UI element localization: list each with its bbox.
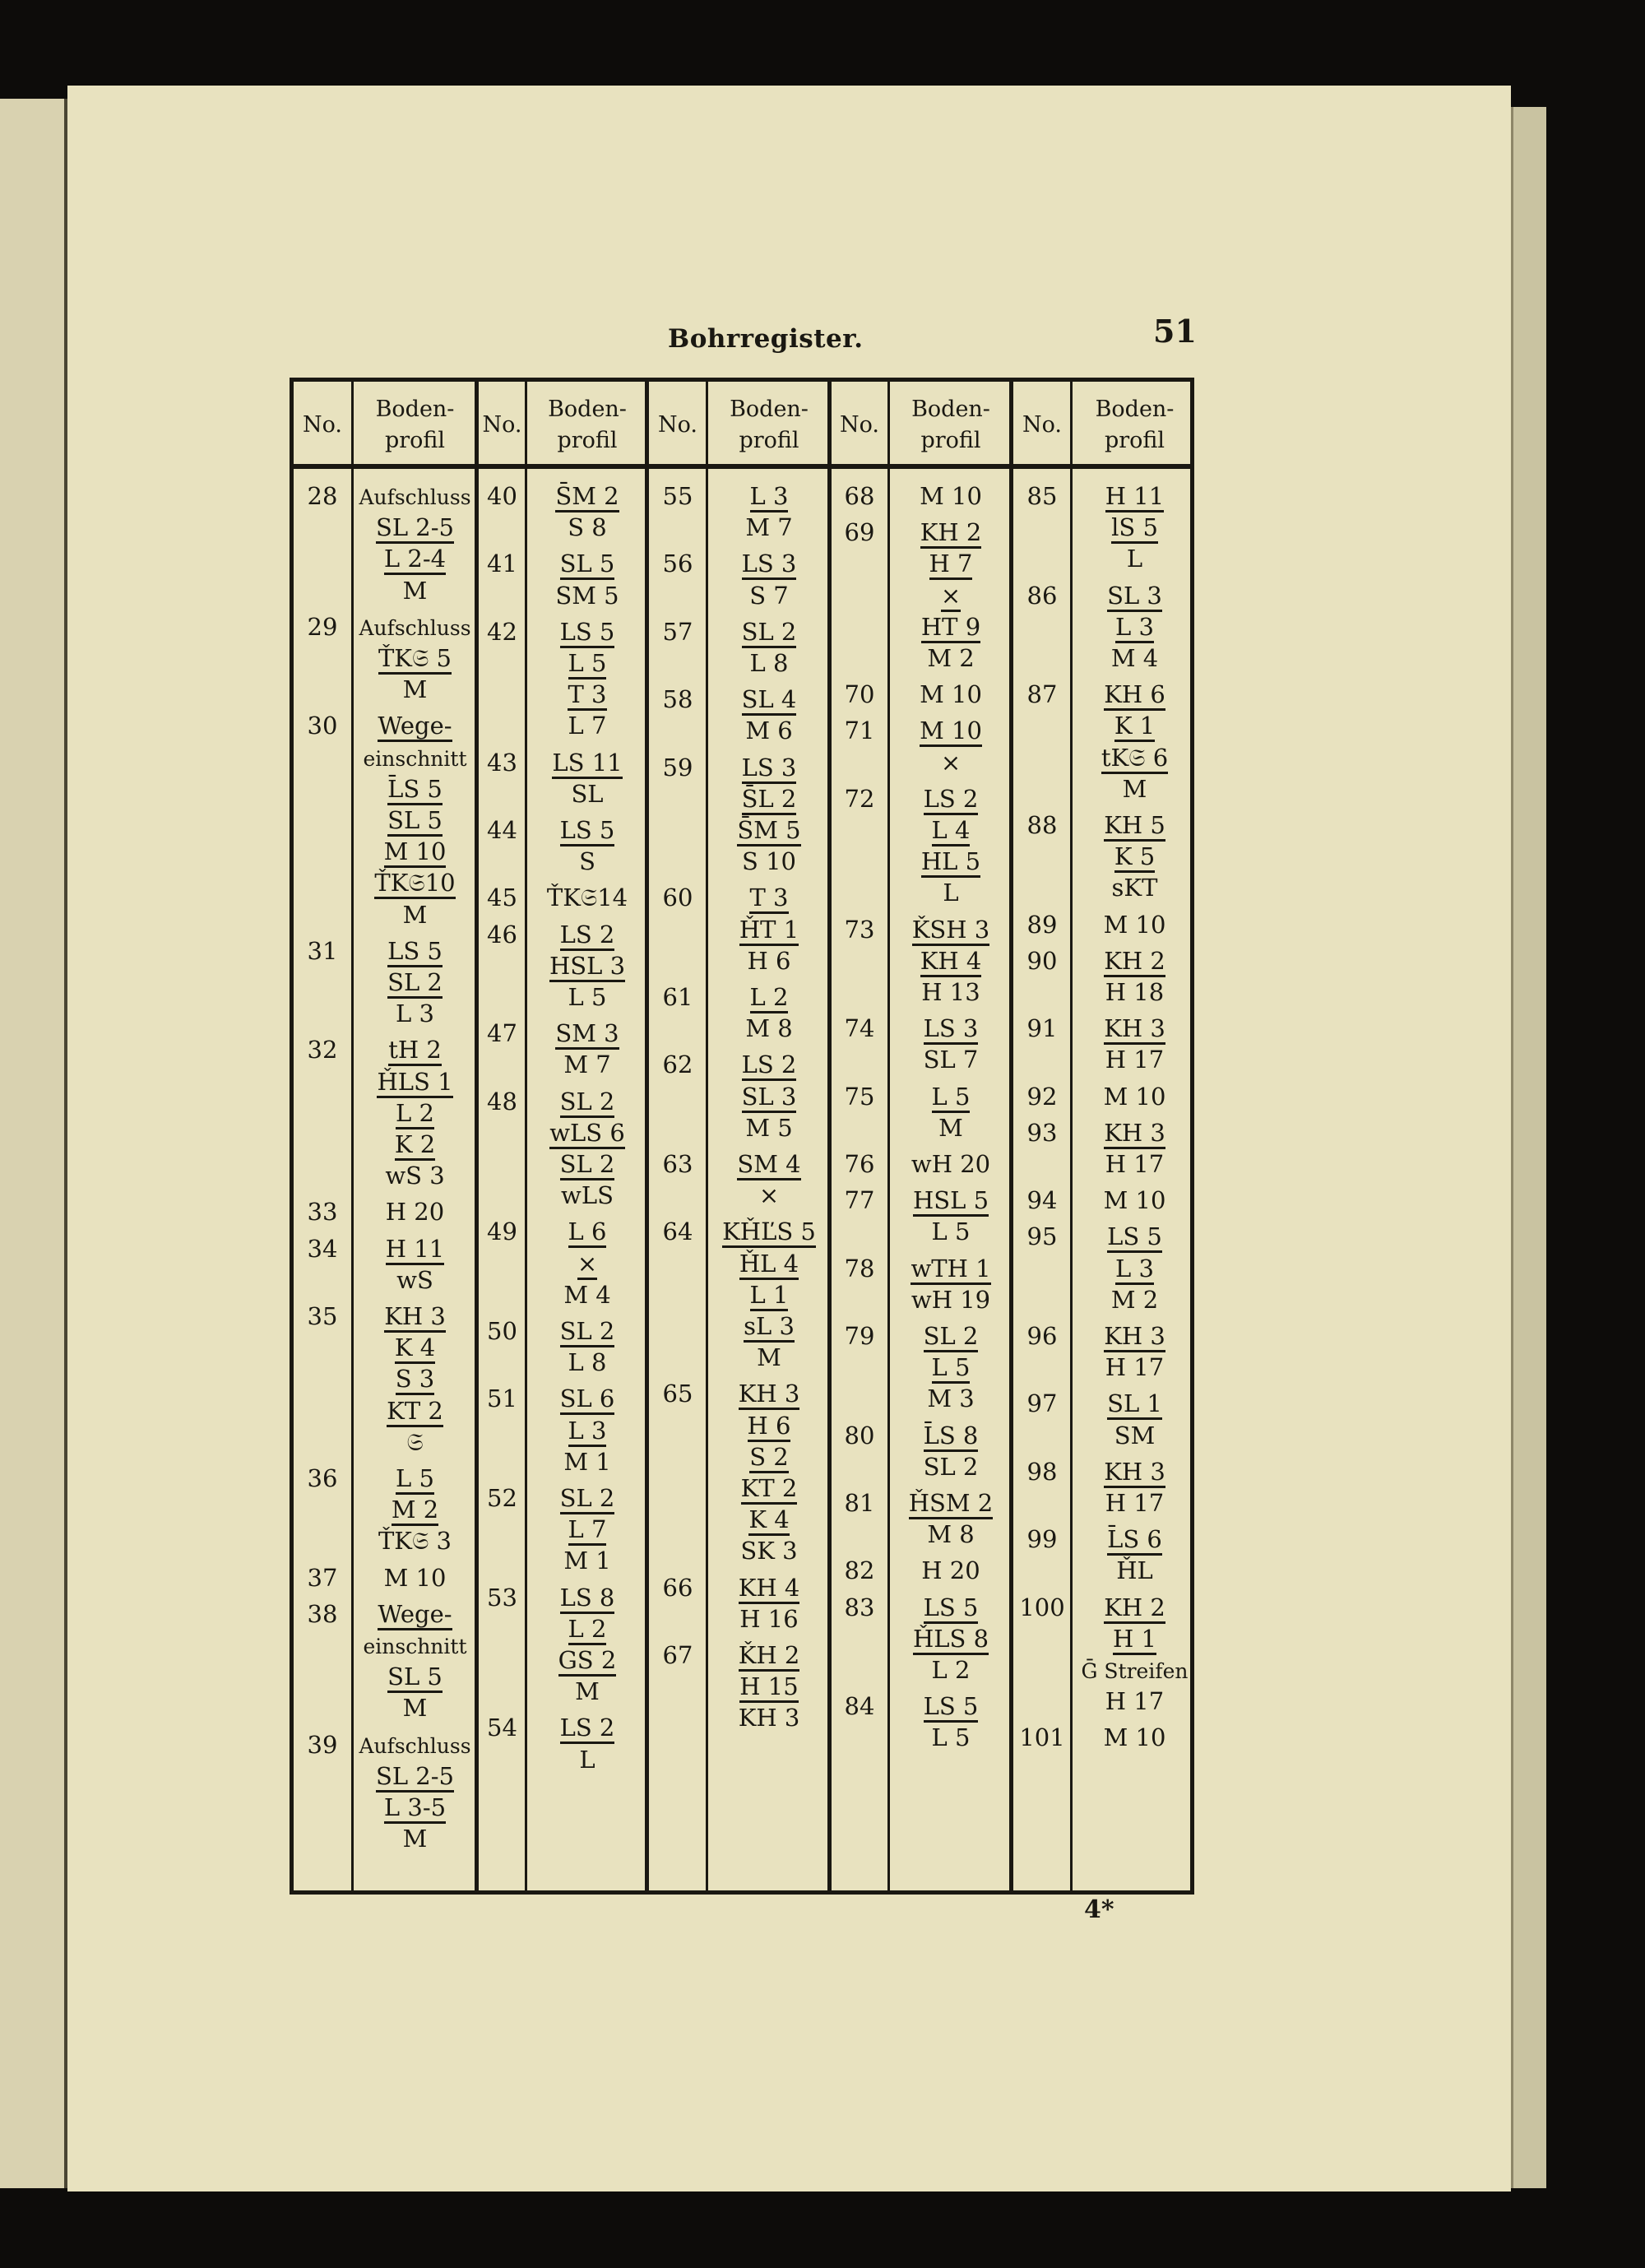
- column-divider: [706, 382, 708, 1890]
- soil-profile-line: ȞL: [1116, 1556, 1153, 1585]
- facing-page-edge: [0, 99, 69, 2188]
- soil-profile-line: M 10: [1103, 1082, 1166, 1111]
- soil-profile-line: Aufschluss: [359, 615, 471, 640]
- soil-profile-line: ǨH 2: [711, 1640, 827, 1672]
- soil-profile-line: L 7: [530, 1514, 645, 1546]
- soil-profile-line: SL 2: [530, 1482, 645, 1514]
- soil-profile-line: M 7: [745, 513, 793, 542]
- soil-profile-line: HT 9: [892, 611, 1009, 643]
- soil-profile-line: L̄S 8: [892, 1420, 1009, 1452]
- header-no: No.: [658, 412, 697, 438]
- soil-profile-line: H 20: [385, 1198, 445, 1227]
- soil-profile-line: H 20: [921, 1556, 980, 1585]
- bore-number: 42: [487, 617, 517, 646]
- soil-profile-line: LS 5: [892, 1592, 1009, 1624]
- bore-number: 74: [844, 1014, 875, 1043]
- soil-profile-line: M 2: [355, 1494, 475, 1526]
- soil-profile-line: L 5: [931, 1723, 971, 1752]
- bore-number: 72: [844, 784, 875, 813]
- bore-number: 62: [662, 1051, 693, 1079]
- soil-profile-line: SL 2: [530, 1148, 645, 1180]
- bore-number: 70: [844, 680, 875, 709]
- soil-profile-line: L 7: [568, 712, 607, 740]
- page-stack-edge: [1511, 107, 1546, 2188]
- bore-number: 31: [307, 936, 338, 965]
- bore-number: 50: [487, 1317, 517, 1345]
- soil-profile-line: LS 5: [355, 935, 475, 967]
- soil-profile-line: M 6: [745, 717, 793, 745]
- soil-profile-line: M: [402, 675, 428, 704]
- soil-profile-line: ŤK𝔖14: [546, 884, 628, 912]
- soil-profile-line: M 4: [563, 1280, 611, 1309]
- column-divider: [1009, 382, 1013, 1890]
- bore-number: 71: [844, 717, 875, 745]
- soil-profile-line: LS 11: [530, 747, 645, 779]
- soil-profile-line: M 8: [927, 1520, 975, 1549]
- soil-profile-line: L 1: [711, 1279, 827, 1311]
- soil-profile-line: H 15: [711, 1671, 827, 1703]
- column-divider: [1070, 382, 1073, 1890]
- soil-profile-line: KH 4: [711, 1572, 827, 1604]
- soil-profile-line: KH 6: [1075, 679, 1194, 711]
- soil-profile-line: M 10: [1103, 1723, 1166, 1752]
- bore-number: 54: [487, 1714, 517, 1742]
- soil-profile-line: S 3: [355, 1363, 475, 1395]
- bore-number: 101: [1019, 1723, 1065, 1752]
- soil-profile-line: SL 5: [530, 548, 645, 580]
- soil-profile-line: M 1: [563, 1447, 611, 1476]
- soil-profile-line: LS 2: [711, 1049, 827, 1081]
- soil-profile-line: LS 2: [892, 783, 1009, 815]
- soil-profile-line: ȞT 1: [711, 914, 827, 946]
- soil-profile-line: Aufschluss: [359, 485, 471, 509]
- soil-profile-line: L 2: [711, 981, 827, 1013]
- soil-profile-line: KH 2: [892, 517, 1009, 549]
- bore-number: 92: [1026, 1082, 1058, 1111]
- bore-number: 59: [662, 753, 693, 782]
- soil-profile-line: wLS: [561, 1181, 614, 1210]
- bore-number: 83: [844, 1593, 875, 1621]
- soil-profile-line: H 17: [1105, 1687, 1165, 1716]
- soil-profile-line: SL 3: [711, 1081, 827, 1113]
- soil-profile-line: M 10: [892, 715, 1009, 747]
- soil-profile-line: LS 3: [711, 548, 827, 580]
- soil-profile-line: S̄M 5: [711, 814, 827, 846]
- soil-profile-line: M 10: [920, 680, 982, 709]
- bore-number: 86: [1026, 581, 1058, 610]
- bore-number: 32: [307, 1036, 338, 1064]
- column-divider: [351, 382, 354, 1890]
- soil-profile-line: ×: [530, 1248, 645, 1280]
- soil-profile-line: L 2: [355, 1097, 475, 1129]
- soil-profile-line: KH 3: [1075, 1013, 1194, 1045]
- soil-profile-line: Ḡ Streifen: [1081, 1659, 1189, 1683]
- soil-profile-line: M: [938, 1113, 963, 1142]
- header-bodenprofil: Boden- profil: [730, 397, 809, 453]
- bore-number: 43: [487, 748, 517, 777]
- header-no: No.: [303, 412, 342, 438]
- soil-profile-line: L 5: [931, 1217, 971, 1246]
- bore-number: 95: [1026, 1222, 1058, 1251]
- soil-profile-line: K 4: [711, 1504, 827, 1536]
- soil-profile-line: tH 2: [355, 1034, 475, 1066]
- soil-profile-line: M 10: [355, 836, 475, 868]
- soil-profile-line: KT 2: [355, 1395, 475, 1427]
- soil-profile-line: L 3: [530, 1415, 645, 1447]
- soil-profile-line: wH 19: [911, 1285, 991, 1314]
- soil-profile-line: H 1: [1075, 1623, 1194, 1655]
- header-rule: [294, 464, 1190, 469]
- header-bodenprofil: Boden- profil: [548, 397, 627, 453]
- soil-profile-line: wH 20: [911, 1150, 991, 1178]
- soil-profile-line: LS 3: [711, 752, 827, 784]
- soil-profile-line: S 10: [742, 847, 796, 876]
- soil-profile-line: SM: [1114, 1421, 1156, 1449]
- bore-number: 78: [844, 1254, 875, 1282]
- soil-profile-line: KH 3: [711, 1378, 827, 1410]
- header-bodenprofil: Boden- profil: [911, 397, 990, 453]
- bore-number: 41: [487, 550, 517, 578]
- soil-profile-line: H 17: [1105, 1046, 1165, 1074]
- soil-profile-line: L 2: [530, 1613, 645, 1645]
- soil-profile-line: Aufschluss: [359, 1733, 471, 1758]
- bore-number: 48: [487, 1087, 517, 1115]
- signature-mark: 4*: [1084, 1895, 1114, 1924]
- soil-profile-line: K 1: [1075, 710, 1194, 742]
- book-page: [67, 86, 1511, 2191]
- soil-profile-line: SL 2: [711, 616, 827, 648]
- soil-profile-line: SL 5: [355, 805, 475, 837]
- soil-profile-line: KH 4: [892, 945, 1009, 977]
- bore-number: 28: [307, 482, 338, 510]
- soil-profile-line: S̄L 2: [711, 783, 827, 815]
- soil-profile-line: SM 4: [711, 1148, 827, 1180]
- soil-profile-line: M 3: [927, 1384, 975, 1413]
- soil-profile-line: S 7: [749, 581, 789, 610]
- soil-profile-line: KH 2: [1075, 945, 1194, 977]
- column-divider: [827, 382, 832, 1890]
- bohrregister-table: [290, 378, 1194, 1895]
- bore-number: 53: [487, 1583, 517, 1612]
- soil-profile-line: H 16: [739, 1604, 799, 1633]
- soil-profile-line: sL 3: [711, 1310, 827, 1343]
- bore-number: 29: [307, 612, 338, 641]
- bore-number: 65: [662, 1380, 693, 1408]
- bore-number: 60: [662, 884, 693, 912]
- soil-profile-line: L 4: [892, 814, 1009, 846]
- bore-number: 84: [844, 1692, 875, 1721]
- soil-profile-line: ×: [940, 748, 962, 777]
- bore-number: 49: [487, 1217, 517, 1246]
- soil-profile-line: ŤK𝔖10: [355, 867, 475, 899]
- soil-profile-line: SL 5: [355, 1661, 475, 1693]
- column-divider: [525, 382, 527, 1890]
- soil-profile-line: L: [579, 1745, 595, 1774]
- soil-profile-line: M: [575, 1677, 600, 1706]
- soil-profile-line: KH 3: [355, 1301, 475, 1333]
- soil-profile-line: HSL 5: [892, 1185, 1009, 1217]
- bore-number: 38: [307, 1599, 338, 1628]
- soil-profile-line: M 1: [563, 1547, 611, 1575]
- bore-number: 90: [1026, 946, 1058, 975]
- bore-number: 45: [487, 884, 517, 912]
- soil-profile-line: H 11: [355, 1233, 475, 1265]
- soil-profile-line: ȞLS 1: [355, 1066, 475, 1098]
- bore-number: 91: [1026, 1014, 1058, 1043]
- soil-profile-line: ȞL 4: [711, 1248, 827, 1280]
- soil-profile-line: SM 5: [555, 581, 619, 610]
- soil-profile-line: M 2: [1110, 1285, 1159, 1314]
- soil-profile-line: SL: [571, 779, 604, 808]
- soil-profile-line: S: [579, 847, 595, 876]
- soil-profile-line: LS 2: [530, 1712, 645, 1744]
- bore-number: 36: [307, 1464, 338, 1492]
- bore-number: 47: [487, 1019, 517, 1048]
- soil-profile-line: einschnitt: [363, 746, 467, 771]
- soil-profile-line: M 10: [1103, 1186, 1166, 1215]
- soil-profile-line: Wege-: [355, 1598, 475, 1630]
- soil-profile-line: SM 3: [530, 1018, 645, 1050]
- soil-profile-line: L 5: [568, 983, 607, 1011]
- soil-profile-line: L 2: [931, 1656, 971, 1684]
- soil-profile-line: L 8: [749, 649, 789, 677]
- soil-profile-line: M: [1122, 774, 1147, 803]
- bore-number: 66: [662, 1573, 693, 1602]
- soil-profile-line: L: [1126, 545, 1143, 573]
- header-bodenprofil: Boden- profil: [1095, 397, 1175, 453]
- bore-number: 69: [844, 518, 875, 547]
- soil-profile-line: K 2: [355, 1129, 475, 1161]
- soil-profile-line: SL 6: [530, 1383, 645, 1415]
- soil-profile-line: SL 1: [1075, 1388, 1194, 1420]
- bore-number: 61: [662, 983, 693, 1011]
- soil-profile-line: SL 4: [711, 684, 827, 716]
- soil-profile-line: T 3: [711, 882, 827, 914]
- soil-profile-line: KH 3: [1075, 1456, 1194, 1488]
- soil-profile-line: SL 2-5: [355, 512, 475, 544]
- soil-profile-line: M 10: [920, 482, 982, 510]
- soil-profile-line: H 18: [1105, 978, 1165, 1006]
- soil-profile-line: H 11: [1075, 480, 1194, 513]
- soil-profile-line: wS: [396, 1265, 433, 1294]
- soil-profile-line: L̄S 6: [1075, 1524, 1194, 1556]
- bore-number: 87: [1026, 680, 1058, 709]
- soil-profile-line: H 13: [921, 978, 980, 1006]
- bore-number: 51: [487, 1384, 517, 1413]
- soil-profile-line: SL 3: [1075, 580, 1194, 612]
- soil-profile-line: HL 5: [892, 846, 1009, 878]
- bore-number: 97: [1026, 1389, 1058, 1418]
- soil-profile-line: SL 2: [530, 1086, 645, 1118]
- bore-number: 73: [844, 915, 875, 944]
- soil-profile-line: M 4: [1110, 644, 1159, 672]
- running-title: Bohrregister.: [668, 324, 864, 354]
- bore-number: 77: [844, 1186, 875, 1215]
- soil-profile-line: M 2: [927, 644, 975, 672]
- soil-profile-line: wTH 1: [892, 1253, 1009, 1285]
- soil-profile-line: SK 3: [740, 1537, 798, 1565]
- soil-profile-line: H 17: [1105, 1353, 1165, 1382]
- soil-profile-line: M: [402, 1825, 428, 1853]
- soil-profile-line: 𝔖: [406, 1427, 424, 1456]
- bore-number: 37: [307, 1563, 338, 1592]
- soil-profile-line: SL 2: [923, 1452, 979, 1481]
- soil-profile-line: ŤK𝔖 3: [378, 1527, 452, 1556]
- soil-profile-line: ŤK𝔖 5: [355, 642, 475, 675]
- soil-profile-line: L 3-5: [355, 1792, 475, 1824]
- column-divider: [475, 382, 479, 1890]
- soil-profile-line: sKT: [1111, 874, 1158, 902]
- soil-profile-line: LS 5: [1075, 1221, 1194, 1253]
- bore-number: 98: [1026, 1457, 1058, 1486]
- soil-profile-line: L: [943, 879, 959, 907]
- soil-profile-line: LS 8: [530, 1582, 645, 1614]
- bore-number: 88: [1026, 811, 1058, 839]
- soil-profile-line: LS 5: [530, 616, 645, 648]
- bore-number: 93: [1026, 1118, 1058, 1147]
- header-no: No.: [1022, 412, 1062, 438]
- soil-profile-line: L̄S 5: [355, 773, 475, 805]
- soil-profile-line: KH 3: [1075, 1320, 1194, 1352]
- header-no: No.: [482, 412, 522, 438]
- bore-number: 55: [662, 482, 693, 510]
- soil-profile-line: SL 2-5: [355, 1760, 475, 1793]
- column-divider: [645, 382, 649, 1890]
- bore-number: 34: [307, 1234, 338, 1263]
- bore-number: 94: [1026, 1186, 1058, 1215]
- soil-profile-line: L 5: [892, 1081, 1009, 1113]
- column-divider: [887, 382, 890, 1890]
- soil-profile-line: S 2: [711, 1441, 827, 1473]
- bore-number: 52: [487, 1484, 517, 1512]
- soil-profile-line: L 5: [355, 1463, 475, 1495]
- soil-profile-line: M 8: [745, 1014, 793, 1043]
- soil-profile-line: M 5: [745, 1113, 793, 1142]
- soil-profile-line: M 10: [383, 1563, 447, 1592]
- soil-profile-line: L 3: [711, 480, 827, 513]
- bore-number: 40: [487, 482, 517, 510]
- soil-profile-line: SL 2: [892, 1320, 1009, 1352]
- soil-profile-line: S̄M 2: [530, 480, 645, 513]
- bore-number: 82: [844, 1556, 875, 1585]
- bore-number: 99: [1026, 1525, 1058, 1554]
- soil-profile-line: KH 3: [738, 1704, 800, 1732]
- bore-number: 56: [662, 550, 693, 578]
- bore-number: 79: [844, 1322, 875, 1350]
- soil-profile-line: SL 2: [530, 1315, 645, 1347]
- soil-profile-line: T 3: [530, 679, 645, 711]
- soil-profile-line: KȞĽS 5: [711, 1216, 827, 1248]
- header-no: No.: [840, 412, 879, 438]
- soil-profile-line: L 5: [530, 647, 645, 679]
- soil-profile-line: LS 5: [530, 814, 645, 846]
- soil-profile-line: KH 5: [1075, 809, 1194, 842]
- soil-profile-line: SL 7: [923, 1046, 979, 1074]
- soil-profile-line: H 7: [892, 548, 1009, 580]
- header-bodenprofil: Boden- profil: [375, 397, 455, 453]
- soil-profile-line: H 17: [1105, 1489, 1165, 1517]
- bore-number: 33: [307, 1198, 338, 1227]
- bore-number: 76: [844, 1150, 875, 1178]
- bore-number: 68: [844, 482, 875, 510]
- bore-number: 30: [307, 712, 338, 740]
- bore-number: 81: [844, 1489, 875, 1517]
- soil-profile-line: HSL 3: [530, 950, 645, 982]
- bore-number: 89: [1026, 910, 1058, 939]
- bore-number: 100: [1019, 1593, 1065, 1621]
- soil-profile-line: GS 2: [530, 1644, 645, 1677]
- soil-profile-line: L 5: [892, 1352, 1009, 1384]
- bore-number: 67: [662, 1641, 693, 1669]
- soil-profile-line: M 7: [563, 1051, 611, 1079]
- soil-profile-line: wLS 6: [530, 1117, 645, 1149]
- bore-number: 75: [844, 1082, 875, 1111]
- soil-profile-line: KH 2: [1075, 1592, 1194, 1624]
- soil-profile-line: wS 3: [385, 1162, 445, 1190]
- soil-profile-line: L 2-4: [355, 543, 475, 575]
- bore-number: 57: [662, 617, 693, 646]
- soil-profile-line: H 6: [747, 946, 791, 975]
- soil-profile-line: lS 5: [1075, 512, 1194, 544]
- soil-profile-line: H 17: [1105, 1150, 1165, 1178]
- soil-profile-line: ȞSM 2: [892, 1487, 1009, 1519]
- soil-profile-line: tK𝔖 6: [1075, 742, 1194, 774]
- soil-profile-line: L 3: [396, 999, 434, 1028]
- soil-profile-line: L 6: [530, 1216, 645, 1248]
- bore-number: 64: [662, 1217, 693, 1246]
- soil-profile-line: M: [402, 900, 428, 929]
- bore-number: 85: [1026, 482, 1058, 510]
- soil-profile-line: ȞLS 8: [892, 1623, 1009, 1655]
- soil-profile-line: einschnitt: [363, 1635, 467, 1658]
- soil-profile-line: KH 3: [1075, 1117, 1194, 1149]
- soil-profile-line: KT 2: [711, 1473, 827, 1505]
- bore-number: 39: [307, 1730, 338, 1759]
- soil-profile-line: S 8: [568, 513, 607, 542]
- soil-profile-line: ×: [758, 1181, 780, 1210]
- soil-profile-line: LS 2: [530, 919, 645, 951]
- soil-profile-line: Wege-: [355, 710, 475, 742]
- bore-number: 58: [662, 685, 693, 714]
- soil-profile-line: L 3: [1075, 611, 1194, 643]
- soil-profile-line: LS 3: [892, 1013, 1009, 1045]
- soil-profile-line: L 8: [568, 1348, 607, 1377]
- soil-profile-line: LS 5: [892, 1691, 1009, 1723]
- bore-number: 96: [1026, 1322, 1058, 1350]
- soil-profile-line: M: [402, 576, 428, 605]
- soil-profile-line: K 5: [1075, 841, 1194, 873]
- soil-profile-line: ǨSH 3: [892, 914, 1009, 946]
- soil-profile-line: M: [757, 1343, 781, 1372]
- soil-profile-line: L 3: [1075, 1253, 1194, 1285]
- page-number: 51: [1153, 313, 1197, 350]
- soil-profile-line: M 10: [1103, 910, 1166, 939]
- soil-profile-line: SL 2: [355, 967, 475, 999]
- bore-number: 46: [487, 920, 517, 948]
- soil-profile-line: H 6: [711, 1410, 827, 1442]
- bore-number: 35: [307, 1302, 338, 1330]
- soil-profile-line: ×: [892, 580, 1009, 612]
- bore-number: 44: [487, 816, 517, 844]
- bore-number: 63: [662, 1150, 693, 1178]
- bore-number: 80: [844, 1421, 875, 1449]
- soil-profile-line: M: [402, 1694, 428, 1723]
- soil-profile-line: K 4: [355, 1332, 475, 1364]
